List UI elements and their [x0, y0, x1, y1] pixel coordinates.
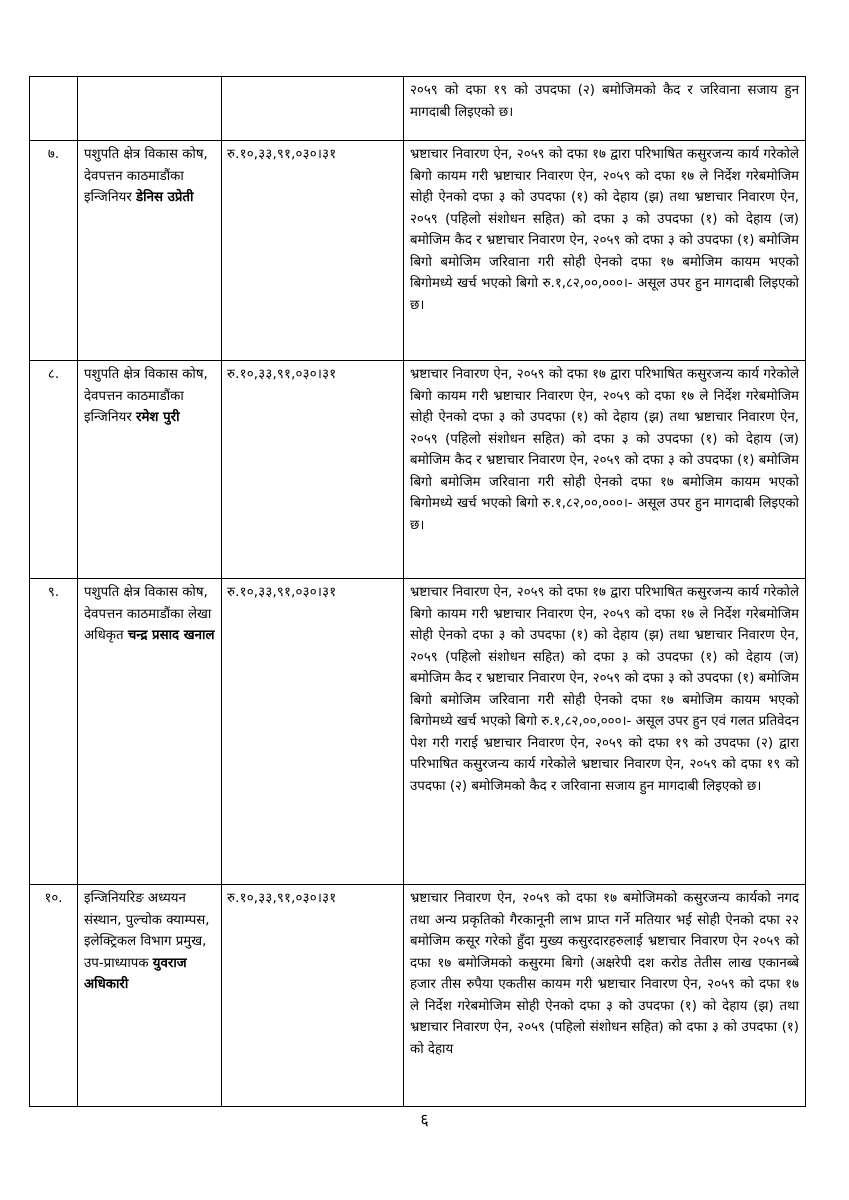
amount-cell: रु.१०,३३,९१,०३०।३१	[222, 141, 404, 361]
table-row	[30, 77, 806, 141]
table-row	[30, 361, 806, 579]
serial-number-cell	[30, 77, 78, 141]
defendant-cell	[78, 141, 222, 361]
defendant-text: पशुपति क्षेत्र विकास कोष, देवपत्तन काठमाडौंका लेखा अधिकृत	[84, 585, 212, 643]
table-row	[30, 579, 806, 885]
description-cell: भ्रष्टाचार निवारण ऐन, २०५९ को दफा १७ द्वारा परिभाषित कसुरजन्य कार्य गरेकोले बिगो कायम गरी भ्रष्टाचार निवारण ऐन, २०५९ को दफा १७ ले निर्देश गरेबमोजिम सोही ऐनको दफा ३ को उपदफा (१) को देहाय (झ) तथा भ्रष्टाचार निवारण ऐन, २०५९ (पहिलो संशोधन सहित) को दफा ३ को उपदफा (१) को देहाय (ज) बमोजिम कैद र भ्रष्टाचार निवारण ऐन, २०५९ को दफा ३ को उपदफा (१) बमोजिम बिगो बमोजिम जरिवाना गरी सोही ऐनको दफा १७ बमोजिम कायम भएको बिगोमध्ये खर्च भएको बिगो रु.१,८२,००,०००।- असूल उपर हुन एवं गलत प्रतिवेदन पेश गरी गराई भ्रष्टाचार निवारण ऐन, २०५९ को दफा १९ को उपदफा (२) द्वारा परिभाषित कसुरजन्य कार्य गरेकोले भ्रष्टाचार निवारण ऐन, २०५९ को दफा १९ को उपदफा (२) बमोजिमको कैद र जरिवाना सजाय हुन मागदाबी लिइएको छ।	[404, 579, 806, 885]
serial-number-cell: ७.	[30, 141, 78, 361]
defendant-name: युवराज अधिकारी	[84, 955, 187, 992]
case-table	[29, 76, 806, 1107]
defendant-cell	[78, 77, 222, 141]
defendant-name: चन्द्र प्रसाद खनाल	[127, 628, 215, 643]
defendant-name: डेनिस उप्रेती	[136, 190, 194, 205]
amount-cell: रु.१०,३३,९१,०३०।३१	[222, 885, 404, 1107]
amount-cell: रु.१०,३३,९१,०३०।३१	[222, 361, 404, 579]
defendant-cell	[78, 579, 222, 885]
defendant-name: रमेश पुरी	[136, 410, 180, 425]
description-cell: भ्रष्टाचार निवारण ऐन, २०५९ को दफा १७ द्वारा परिभाषित कसुरजन्य कार्य गरेकोले बिगो कायम गरी भ्रष्टाचार निवारण ऐन, २०५९ को दफा १७ ले निर्देश गरेबमोजिम सोही ऐनको दफा ३ को उपदफा (१) को देहाय (झ) तथा भ्रष्टाचार निवारण ऐन, २०५९ (पहिलो संशोधन सहित) को दफा ३ को उपदफा (१) को देहाय (ज) बमोजिम कैद र भ्रष्टाचार निवारण ऐन, २०५९ को दफा ३ को उपदफा (१) बमोजिम बिगो बमोजिम जरिवाना गरी सोही ऐनको दफा १७ बमोजिम कायम भएको बिगोमध्ये खर्च भएको बिगो रु.१,८२,००,०००।- असूल उपर हुन मागदाबी लिइएको छ।	[404, 141, 806, 361]
page-number: ६	[420, 1110, 429, 1129]
serial-number-cell: ८.	[30, 361, 78, 579]
amount-cell	[222, 77, 404, 141]
table-row	[30, 141, 806, 361]
defendant-cell	[78, 885, 222, 1107]
serial-number-cell: १०.	[30, 885, 78, 1107]
description-cell: २०५९ को दफा १९ को उपदफा (२) बमोजिमको कैद र जरिवाना सजाय हुन मागदाबी लिइएको छ।	[404, 77, 806, 141]
description-cell: भ्रष्टाचार निवारण ऐन, २०५९ को दफा १७ बमोजिमको कसुरजन्य कार्यको नगद तथा अन्य प्रकृतिको गैरकानूनी लाभ प्राप्त गर्ने मतियार भई सोही ऐनको दफा २२ बमोजिम कसूर गरेको हुँदा मुख्य कसुरदारहरुलाई भ्रष्टाचार निवारण ऐन २०५९ को दफा १७ बमोजिमको कसुरमा बिगो (अक्षरेपी दश करोड तेतीस लाख एकानब्बे हजार तीस रुपैया एकतीस कायम गरी भ्रष्टाचार निवारण ऐन, २०५९ को दफा १७ ले निर्देश गरेबमोजिम सोही ऐनको दफा ३ को उपदफा (१) को देहाय (झ) तथा भ्रष्टाचार निवारण ऐन, २०५९ (पहिलो संशोधन सहित) को दफा ३ को उपदफा (१) को देहाय	[404, 885, 806, 1107]
defendant-text: पशुपति क्षेत्र विकास कोष, देवपत्तन काठमाडौंका इन्जिनियर	[84, 367, 208, 425]
defendant-cell	[78, 361, 222, 579]
defendant-text: इन्जिनियरिङ अध्ययन संस्थान, पुल्चोक क्याम्पस, इलेक्ट्रिकल विभाग प्रमुख, उप-प्राध्यापक	[84, 891, 210, 971]
defendant-text: पशुपति क्षेत्र विकास कोष, देवपत्तन काठमाडौंका इन्जिनियर	[84, 147, 208, 205]
serial-number-cell: ९.	[30, 579, 78, 885]
amount-cell: रु.१०,३३,९१,०३०।३१	[222, 579, 404, 885]
table-row	[30, 885, 806, 1107]
description-cell: भ्रष्टाचार निवारण ऐन, २०५९ को दफा १७ द्वारा परिभाषित कसुरजन्य कार्य गरेकोले बिगो कायम गरी भ्रष्टाचार निवारण ऐन, २०५९ को दफा १७ ले निर्देश गरेबमोजिम सोही ऐनको दफा ३ को उपदफा (१) को देहाय (झ) तथा भ्रष्टाचार निवारण ऐन, २०५९ (पहिलो संशोधन सहित) को दफा ३ को उपदफा (१) को देहाय (ज) बमोजिम कैद र भ्रष्टाचार निवारण ऐन, २०५९ को दफा ३ को उपदफा (१) बमोजिम बिगो बमोजिम जरिवाना गरी सोही ऐनको दफा १७ बमोजिम कायम भएको बिगोमध्ये खर्च भएको बिगो रु.१,८२,००,०००।- असूल उपर हुन मागदाबी लिइएको छ।	[404, 361, 806, 579]
